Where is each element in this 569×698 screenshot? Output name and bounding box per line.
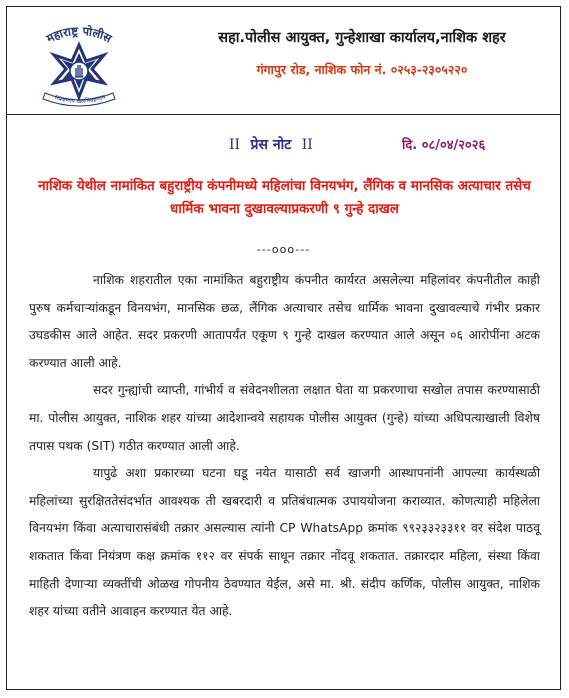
press-note-title bbox=[229, 135, 313, 154]
separator: ---ooo--- bbox=[256, 243, 311, 256]
title-label: प्रेस नोट bbox=[250, 137, 292, 153]
press-note-document bbox=[6, 6, 561, 690]
letterhead bbox=[7, 7, 560, 115]
office-name: सहा.पोलीस आयुक्त, गुन्हेशाखा कार्यालय,नाशिक शहर bbox=[218, 30, 506, 46]
logo-top-text: महाराष्ट्र पोलीस bbox=[43, 23, 115, 46]
press-date: दि. ०८/०४/२०२६ bbox=[402, 138, 486, 153]
body-text bbox=[29, 267, 540, 626]
title-bar-right: II bbox=[301, 137, 313, 153]
paragraph-1: नाशिक शहरातील एका नामांकित बहुराष्ट्रीय कंपनीत कार्यरत असलेल्या महिलांवर कंपनीतील काही पुरुष कर्मचाऱ्यांकडून विनयभंग, मानसिक छळ, लैंगिक अत्याचार तसेच धार्मिक भावना दुखावल्याचे गंभीर प्रकार उघडकीस आले आहेत. सदर प्रकरणी आतापर्यंत एकूण ९ गुन्हे दाखल करण्यात आले असून ०६ आरोपींना अटक करण्यात आली आहे. bbox=[29, 273, 540, 370]
title-bar-left: II bbox=[229, 137, 241, 153]
headline: नाशिक येथील नामांकित बहुराष्ट्रीय कंपनीमध्ये महिलांचा विनयभंग, लैंगिक व मानसिक अत्याचार तसेच धार्मिक भावना दुखावल्याप्रकरणी ९ गुन्हे दाखल bbox=[38, 178, 531, 217]
paragraph-3: यापुढे अशा प्रकारच्या घटना घडू नयेत यासाठी सर्व खाजगी आस्थापनांनी आपल्या कार्यस्थळी महिलांच्या सुरक्षिततेसंदर्भात आवश्यक ती खबरदारी व प्रतिबंधात्मक उपाययोजना कराव्यात. कोणत्याही महिलेला विनयभंग किंवा अत्याचारासंबंधी तक्रार असल्यास त्यांनी CP WhatsApp क्रमांक ९९२३३२३३११ वर संदेश पाठवू शकतात किंवा नियंत्रण कक्ष क्रमांक ११२ वर संपर्क साधून तक्रार नोंदवू शकतात. तक्रारदार महिला, संस्था किंवा माहिती देणाऱ्या व्यक्तींची ओळख गोपनीय ठेवण्यात येईल, असे मा. श्री. संदीप कर्णिक, पोलीस आयुक्त, नाशिक शहर यांच्या वतीने आवाहन करण्यात येत आहे. bbox=[29, 466, 540, 619]
office-address: गंगापुर रोड, नाशिक फोन नं. ०२५३-२३०५२२० bbox=[256, 62, 468, 77]
maharashtra-police-emblem-icon bbox=[23, 19, 135, 109]
logo-motto-text: सद्रक्षणाय खलनिग्रहणाय bbox=[53, 93, 107, 106]
paragraph-2: सदर गुन्ह्यांची व्याप्ती, गांभीर्य व संवेदनशीलता लक्षात घेता या प्रकरणाचा सखोल तपास करण्यासाठी मा. पोलीस आयुक्त, नाशिक शहर यांच्या आदेशान्वये सहायक पोलीस आयुक्त (गुन्हे) यांच्या अधिपत्याखाली विशेष तपास पथक (SIT) गठीत करण्यात आली आहे. bbox=[29, 383, 540, 453]
